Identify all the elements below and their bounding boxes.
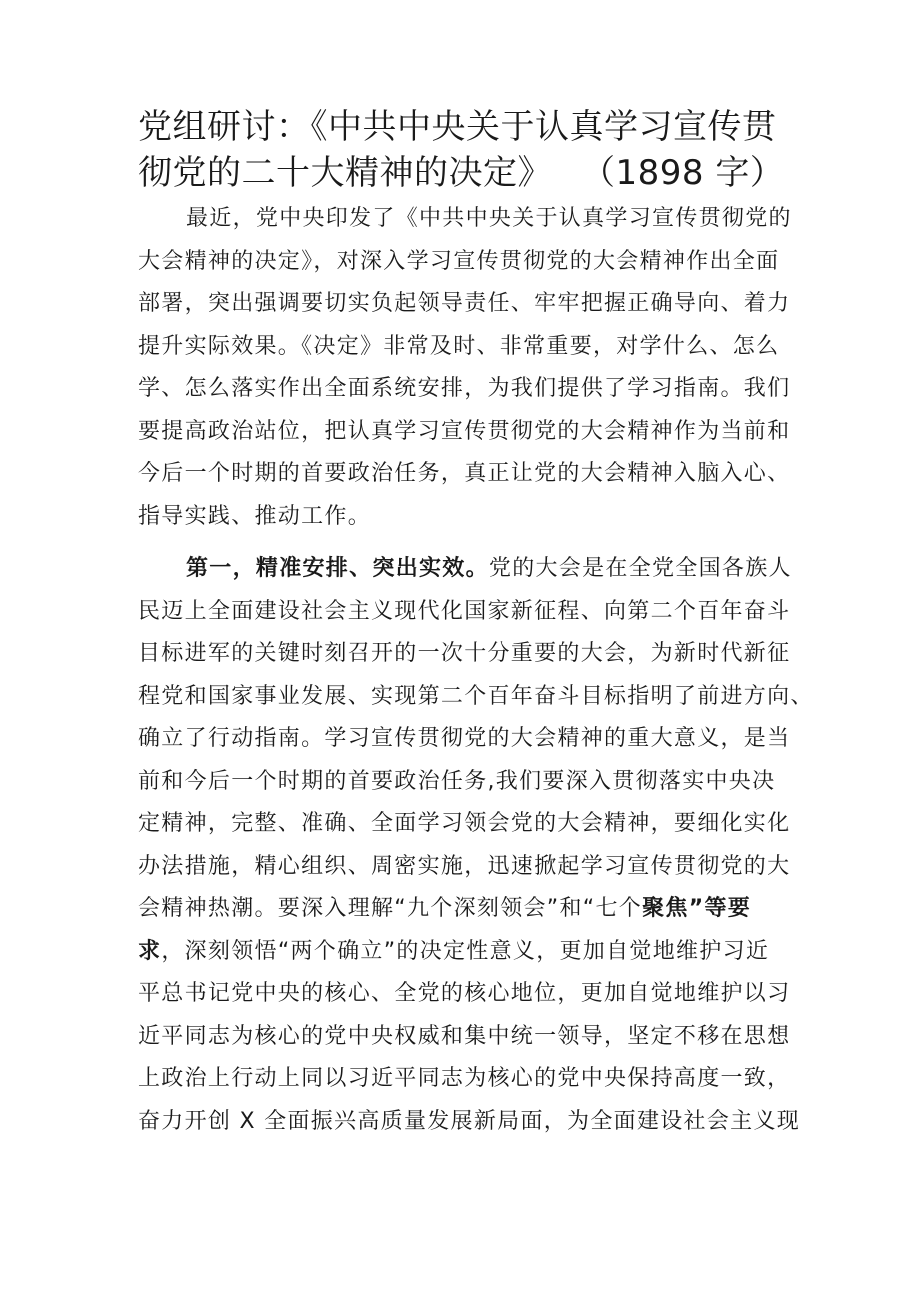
title-line-1: 党组研讨：《中共中央关于认真学习宣传贯	[138, 107, 777, 147]
paragraph-2-line: 民迈上全面建设社会主义现代化国家新征程、向第二个百年奋斗	[138, 598, 791, 624]
paragraph-2-line: 办法措施，精心组织、周密实施，迅速掀起学习宣传贯彻党的大	[138, 853, 791, 879]
section-heading: 第一，精准安排、突出实效。	[186, 556, 489, 581]
paragraph-1-line: 要提高政治站位，把认真学习宣传贯彻党的大会精神作为当前和	[138, 418, 791, 444]
paragraph-2-line-12-rest: ，深刻领悟“两个确立”的决定性意义，更加自觉地维护习近	[161, 938, 770, 964]
paragraph-gap	[138, 538, 794, 548]
paragraph-2-line: 奋力开创 X 全面振兴高质量发展新局面，为全面建设社会主义现	[138, 1108, 801, 1134]
paragraph-1-line: 大会精神的决定》，对深入学习宣传贯彻党的大会精神作出全面	[138, 248, 780, 274]
paragraph-2-line: 定精神，完整、准确、全面学习领会党的大会精神，要细化实化	[138, 811, 791, 836]
paragraph-1-line: 提升实际效果。《决定》非常及时、非常重要，对学什么、怎么	[138, 333, 780, 359]
paragraph-2-line: 平总书记党中央的核心、全党的核心地位，更加自觉地维护以习	[138, 981, 791, 1006]
paragraph-2-line	[138, 931, 794, 974]
word-count: （1898 字）	[598, 153, 785, 193]
paragraph-1-line: 指导实践、推动工作。	[138, 503, 372, 529]
paragraph-2-first-line	[138, 548, 794, 591]
paragraph-2-line-11-pre: 会精神热潮。要深入理解“九个深刻领会”和“七个	[138, 896, 643, 921]
emphasis-text: 聚焦”等要	[642, 896, 752, 921]
paragraph-2-line: 确立了行动指南。学习宣传贯彻党的大会精神的重大意义，是当	[138, 726, 791, 751]
document-title	[138, 104, 818, 196]
paragraph-2-line: 前和今后一个时期的首要政治任务,我们要深入贯彻落实中央决	[138, 768, 776, 794]
paragraph-2-first-rest: 党的大会是在全党全国各族人	[488, 556, 792, 581]
paragraph-2-line: 近平同志为核心的党中央权威和集中统一领导，坚定不移在思想	[138, 1023, 791, 1049]
paragraph-2-line: 程党和国家事业发展、实现第二个百年奋斗目标指明了前进方向、	[138, 683, 814, 709]
document-body	[138, 198, 814, 1143]
paragraph-1-line: 学、怎么落实作出全面系统安排，为我们提供了学习指南。我们	[138, 376, 791, 401]
title-line-2-text: 彻党的二十大精神的决定》	[138, 153, 552, 193]
emphasis-text: 求	[138, 938, 162, 964]
paragraph-2-line: 目标进军的关键时刻召开的一次十分重要的大会，为新时代新征	[138, 641, 791, 666]
paragraph-1-line: 今后一个时期的首要政治任务，真正让党的大会精神入脑入心、	[138, 461, 791, 486]
title-line-2	[138, 150, 818, 196]
paragraph-1-line: 部署，突出强调要切实负起领导责任、牢牢把握正确导向、着力	[138, 291, 791, 316]
paragraph-2-line: 上政治上行动上同以习近平同志为核心的党中央保持高度一致，	[138, 1066, 791, 1091]
paragraph-2-line	[138, 888, 794, 931]
paragraph-1-line: 最近，党中央印发了《中共中央关于认真学习宣传贯彻党的	[186, 206, 792, 231]
